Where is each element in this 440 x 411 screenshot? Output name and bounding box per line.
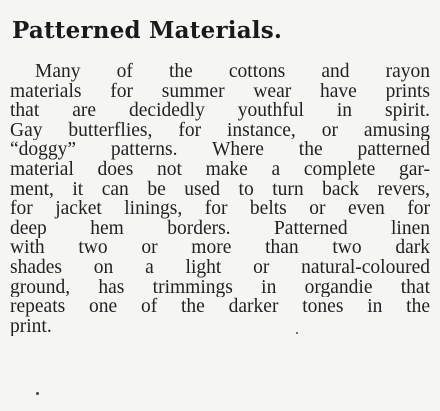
article-line: Gay butterflies, for instance, or amusing bbox=[10, 120, 430, 141]
ink-speck bbox=[36, 392, 39, 395]
article-line: that are decidedly youthful in spirit. bbox=[10, 101, 430, 121]
article-line: print. bbox=[10, 316, 52, 337]
article-line: material does not make a complete gar- bbox=[10, 159, 430, 180]
article-headline: Patterned Materials. bbox=[12, 17, 283, 44]
article-body bbox=[10, 62, 430, 336]
article-line: for jacket linings, for belts or even for bbox=[10, 199, 430, 219]
article-line: repeats one of the darker tones in the bbox=[10, 297, 430, 317]
ink-speck bbox=[296, 332, 298, 334]
article-line: deep hem borders. Patterned linen bbox=[10, 218, 430, 239]
article-line: shades on a light or natural-coloured bbox=[10, 257, 430, 278]
article-line: with two or more than two dark bbox=[10, 238, 430, 258]
article-line: Many of the cottons and rayon bbox=[35, 62, 430, 82]
article-line: “doggy” patterns. Where the patterned bbox=[10, 140, 430, 160]
article-line: ground, has trimmings in organdie that bbox=[10, 277, 430, 298]
article-line: materials for summer wear have prints bbox=[10, 81, 430, 102]
article-line: ment, it can be used to turn back revers, bbox=[10, 179, 430, 200]
